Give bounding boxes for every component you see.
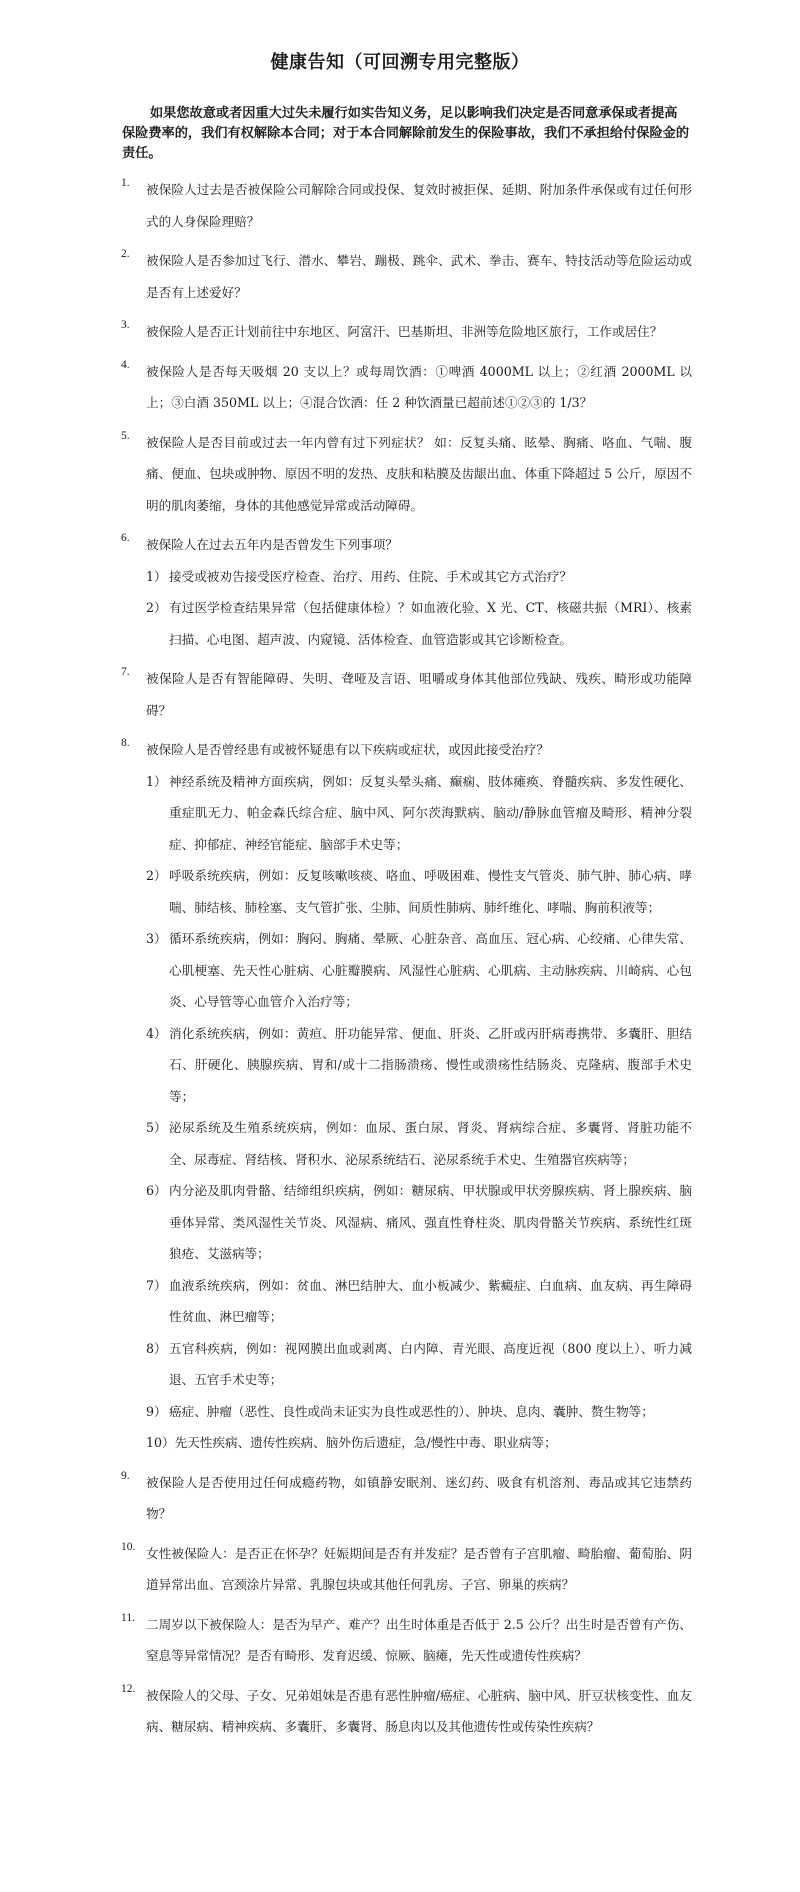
item-number: 12. bbox=[121, 1682, 136, 1695]
list-item bbox=[0, 734, 800, 766]
item-text: 被保险人是否使用过任何成瘾药物，如镇静安眠剂、迷幻药、吸食有机溶剂、毒品或其它违禁药物？ bbox=[146, 1474, 692, 1521]
sub-item-text: 癌症、肿瘤（恶性、良性或尚未证实为良性或恶性的）、肿块、息肉、囊肿、赘生物等； bbox=[169, 1403, 654, 1419]
item-number: 8. bbox=[121, 737, 130, 749]
sub-item bbox=[0, 1112, 800, 1175]
sub-item-number: 1） bbox=[146, 773, 167, 789]
list-item bbox=[0, 316, 800, 348]
list-item bbox=[0, 174, 800, 237]
sub-item-text: 神经系统及精神方面疾病，例如：反复头晕头痛、癫痫、肢体瘫痪、脊髓疾病、多发性硬化、重症肌无力、帕金森氏综合症、脑中风、阿尔茨海默病、脑动/静脉血管瘤及畸形、精神分裂症、抑郁症、神经官能症、脑部手术史等； bbox=[169, 773, 692, 852]
sub-item-number: 8） bbox=[146, 1340, 167, 1356]
item-text: 二周岁以下被保险人：是否为早产、难产？出生时体重是否低于 2.5 公斤？出生时是否曾有产伤、窒息等异常情况？是否有畸形、发育迟缓、惊厥、脑瘫，先天性或遗传性疾病？ bbox=[146, 1616, 692, 1663]
sub-item-text: 呼吸系统疾病，例如：反复咳嗽咳痰、咯血、呼吸困难、慢性支气管炎、肺气肿、肺心病、哮喘、肺结核、肺栓塞、支气管扩张、尘肺、间质性肺病、肺纤维化、哮喘、胸前积液等； bbox=[169, 868, 692, 915]
list-item bbox=[0, 663, 800, 726]
sub-item bbox=[0, 766, 800, 861]
sub-item-text: 有过医学检查结果异常（包括健康体检）？如血液化验、X 光、CT、核磁共振（MRI）、核素扫描、心电图、超声波、内窥镜、活体检查、血管造影或其它诊断检查。 bbox=[169, 600, 692, 647]
list-item bbox=[0, 1609, 800, 1672]
sub-item-number: 2） bbox=[146, 868, 167, 883]
list-item bbox=[0, 245, 800, 308]
sub-item-text: 五官科疾病，例如：视网膜出血或剥离、白内障、青光眼、高度近视（800 度以上）、听力减退、五官手术史等； bbox=[169, 1340, 692, 1387]
list-item bbox=[0, 356, 800, 419]
list-item bbox=[0, 1538, 800, 1601]
sub-item-number: 7） bbox=[146, 1277, 167, 1293]
question-list bbox=[0, 174, 800, 1751]
item-text: 被保险人是否参加过飞行、潜水、攀岩、蹦极、跳伞、武术、拳击、赛车、特技活动等危险运动或是否有上述爱好？ bbox=[146, 253, 692, 300]
item-number: 3. bbox=[121, 319, 130, 331]
item-number: 11. bbox=[121, 1611, 135, 1624]
sub-item-number: 9） bbox=[146, 1403, 167, 1419]
item-text: 女性被保险人：是否正在怀孕？妊娠期间是否有并发症？是否曾有子宫肌瘤、畸胎瘤、葡萄胎、阴道异常出血、宫颈涂片异常、乳腺包块或其他任何乳房、子宫、卵巢的疾病？ bbox=[146, 1545, 692, 1592]
sub-item-text: 内分泌及肌肉骨骼、结缔组织疾病，例如：糖尿病、甲状腺或甲状旁腺疾病、肾上腺疾病、脑垂体异常、类风湿性关节炎、风湿病、痛风、强直性脊柱炎、肌肉骨骼关节疾病、系统性红斑狼疮、艾滋病等； bbox=[169, 1183, 692, 1261]
sub-item bbox=[0, 1270, 800, 1333]
item-text: 被保险人的父母、子女、兄弟姐妹是否患有恶性肿瘤/癌症、心脏病、脑中风、肝豆状核变性、血友病、糖尿病、精神疾病、多囊肝、多囊肾、肠息肉以及其他遗传性或传染性疾病？ bbox=[146, 1687, 692, 1734]
sub-item bbox=[0, 1175, 800, 1270]
sub-item-text: 泌尿系统及生殖系统疾病，例如：血尿、蛋白尿、肾炎、肾病综合症、多囊肾、肾脏功能不全、尿毒症、肾结核、肾积水、泌尿系统结石、泌尿系统手术史、生殖器官疾病等； bbox=[169, 1120, 692, 1167]
sub-item-number: 3） bbox=[146, 931, 167, 946]
sub-item bbox=[0, 592, 800, 655]
sub-item-number: 6） bbox=[146, 1183, 167, 1198]
sub-item bbox=[0, 923, 800, 1018]
sub-item bbox=[0, 1427, 800, 1459]
item-number: 1. bbox=[121, 177, 130, 189]
item-number: 7. bbox=[121, 666, 130, 678]
list-item bbox=[0, 1467, 800, 1530]
sub-item-text: 循环系统疾病，例如：胸闷、胸痛、晕厥、心脏杂音、高血压、冠心病、心绞痛、心律失常、心肌梗塞、先天性心脏病、心脏瓣膜病、风湿性心脏病、心肌病、主动脉疾病、川崎病、心包炎、心导管等心血管介入治疗等； bbox=[169, 931, 692, 1009]
list-item bbox=[0, 427, 800, 522]
intro-paragraph: 如果您故意或者因重大过失未履行如实告知义务，足以影响我们决定是否同意承保或者提高保险费率的，我们有权解除本合同；对于本合同解除前发生的保险事故，我们不承担给付保险金的责任。 bbox=[122, 106, 690, 161]
sub-item-number: 4） bbox=[146, 1025, 167, 1041]
sub-item bbox=[0, 1396, 800, 1428]
item-number: 6. bbox=[121, 532, 130, 544]
sub-item-number: 2） bbox=[146, 600, 167, 615]
item-text: 被保险人是否曾经患有或被怀疑患有以下疾病或症状，或因此接受治疗？ bbox=[146, 742, 549, 757]
page-title: 健康告知（可回溯专用完整版） bbox=[270, 52, 530, 73]
sub-item-text: 接受或被劝告接受医疗检查、治疗、用药、住院、手术或其它方式治疗？ bbox=[169, 568, 572, 584]
sub-item-text: 10）先天性疾病、遗传性疾病、脑外伤后遗症，急/慢性中毒、职业病等； bbox=[146, 1435, 557, 1450]
item-text: 被保险人是否每天吸烟 20 支以上？或每周饮酒：①啤酒 4000ML 以上；②红酒 2000ML 以上；③白酒 350ML 以上；④混合饮酒：任 2 种饮酒量已超前述①②③的 1/3？ bbox=[146, 363, 692, 410]
item-text: 被保险人在过去五年内是否曾发生下列事项？ bbox=[146, 537, 398, 552]
item-number: 5. bbox=[121, 429, 130, 442]
item-number: 2. bbox=[121, 248, 130, 260]
sub-item bbox=[0, 1333, 800, 1396]
item-text: 被保险人是否有智能障碍、失明、聋哑及言语、咀嚼或身体其他部位残缺、残疾、畸形或功能障碍？ bbox=[146, 671, 692, 718]
sub-item-text: 血液系统疾病，例如：贫血、淋巴结肿大、血小板减少、紫癜症、白血病、血友病、再生障碍性贫血、淋巴瘤等； bbox=[169, 1277, 692, 1324]
sub-item-number: 1） bbox=[146, 568, 167, 584]
sub-item-number: 5） bbox=[146, 1120, 167, 1135]
sub-item bbox=[0, 1018, 800, 1113]
list-item bbox=[0, 1680, 800, 1743]
item-text: 被保险人是否正计划前往中东地区、阿富汗、巴基斯坦、非洲等危险地区旅行，工作或居住？ bbox=[146, 324, 663, 339]
item-number: 9. bbox=[121, 1469, 130, 1482]
sub-item-text: 消化系统疾病，例如：黄疸、肝功能异常、便血、肝炎、乙肝或丙肝病毒携带、多囊肝、胆结石、肝硬化、胰腺疾病、胃和/或十二指肠溃疡、慢性或溃疡性结肠炎、克隆病、腹部手术史等； bbox=[169, 1025, 692, 1104]
item-text: 被保险人是否目前或过去一年内曾有过下列症状？ 如：反复头痛、眩晕、胸痛、咯血、气喘、腹痛、便血、包块或肿物、原因不明的发热、皮肤和粘膜及齿龈出血、体重下降超过 5 公斤，原因不明的肌肉萎缩，身体的其他感觉异常或活动障碍。 bbox=[146, 434, 692, 513]
sub-item bbox=[0, 860, 800, 923]
item-number: 10. bbox=[121, 1540, 136, 1553]
sub-item bbox=[0, 561, 800, 593]
item-number: 4. bbox=[121, 358, 130, 371]
item-text: 被保险人过去是否被保险公司解除合同或投保、复效时被拒保、延期、附加条件承保或有过任何形式的人身保险理赔？ bbox=[146, 182, 692, 229]
list-item bbox=[0, 529, 800, 561]
